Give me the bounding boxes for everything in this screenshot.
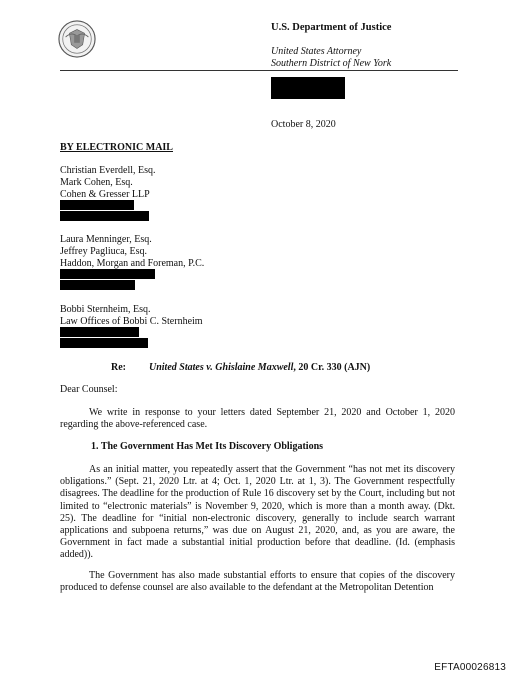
salutation: Dear Counsel:: [60, 384, 118, 395]
recipient-3-line-2: Law Offices of Bobbi C. Sternheim: [60, 316, 203, 327]
recipient-2-line-2: Jeffrey Pagliuca, Esq.: [60, 246, 148, 257]
recipient-2-line-1: Laura Menninger, Esq.: [60, 234, 152, 245]
doj-seal-icon: [58, 20, 96, 58]
office-line-1: United States Attorney: [271, 46, 362, 57]
intro-paragraph: [60, 407, 455, 431]
department-name: U.S. Department of Justice: [271, 22, 392, 33]
case-name: United States v. Ghislaine Maxwell: [149, 362, 294, 373]
recipient-2-line-3: Haddon, Morgan and Foreman, P.C.: [60, 258, 205, 269]
redaction-block: [60, 338, 148, 348]
bates-number: EFTA00026813: [434, 662, 506, 673]
recipient-1-line-2: Mark Cohen, Esq.: [60, 177, 133, 188]
body-paragraph-1: [60, 464, 455, 562]
subject-line: [149, 362, 370, 373]
redaction-block: [60, 200, 134, 210]
office-line-2: Southern District of New York: [271, 58, 392, 69]
redaction-block: [60, 280, 135, 290]
body-paragraph-2: [60, 570, 455, 594]
redaction-block: [60, 211, 149, 221]
recipient-3-line-1: Bobbi Sternheim, Esq.: [60, 304, 151, 315]
letterhead-rule: [60, 70, 458, 71]
section-heading: 1. The Government Has Met Its Discovery Obligations: [91, 441, 324, 452]
delivery-method: BY ELECTRONIC MAIL: [60, 142, 173, 153]
redaction-block: [60, 269, 155, 279]
letter-date: October 8, 2020: [271, 119, 336, 130]
body-paragraph-2-text: The Government has also made substantial efforts to ensure that copies of the discovery produced to defense counsel are also available to the defendant at the Metropolitan Detention: [60, 570, 455, 594]
redaction-block: [60, 327, 139, 337]
recipient-1-line-3: Cohen & Gresser LLP: [60, 189, 150, 200]
subject-label: Re:: [111, 362, 126, 373]
intro-paragraph-text: We write in response to your letters dated September 21, 2020 and October 1, 2020 regarding the above-referenced case.: [60, 407, 455, 431]
redaction-block: [271, 77, 345, 99]
body-paragraph-1-text: As an initial matter, you repeatedly assert that the Government “has not met its discovery obligations.” (Sept. 21, 2020 Ltr. at 4; Oct. 1, 2020 Ltr. at 1, 3). The Government respectfully disagrees. The deadline for the production of Rule 16 discovery set by the Court, including but not limited to “electronic materials” is November 9, 2020, which is more than a month away. (Dkt. 25). The deadline for “initial non-electronic discovery, generally to include search warrant applications and subpoena returns,” was due on August 21, 2020, and, as you are aware, the Government in fact made a substantial initial production before that deadline. (Id. (emphasis added)).: [60, 464, 455, 561]
case-number: , 20 Cr. 330 (AJN): [293, 362, 371, 373]
recipient-1-line-1: Christian Everdell, Esq.: [60, 165, 156, 176]
